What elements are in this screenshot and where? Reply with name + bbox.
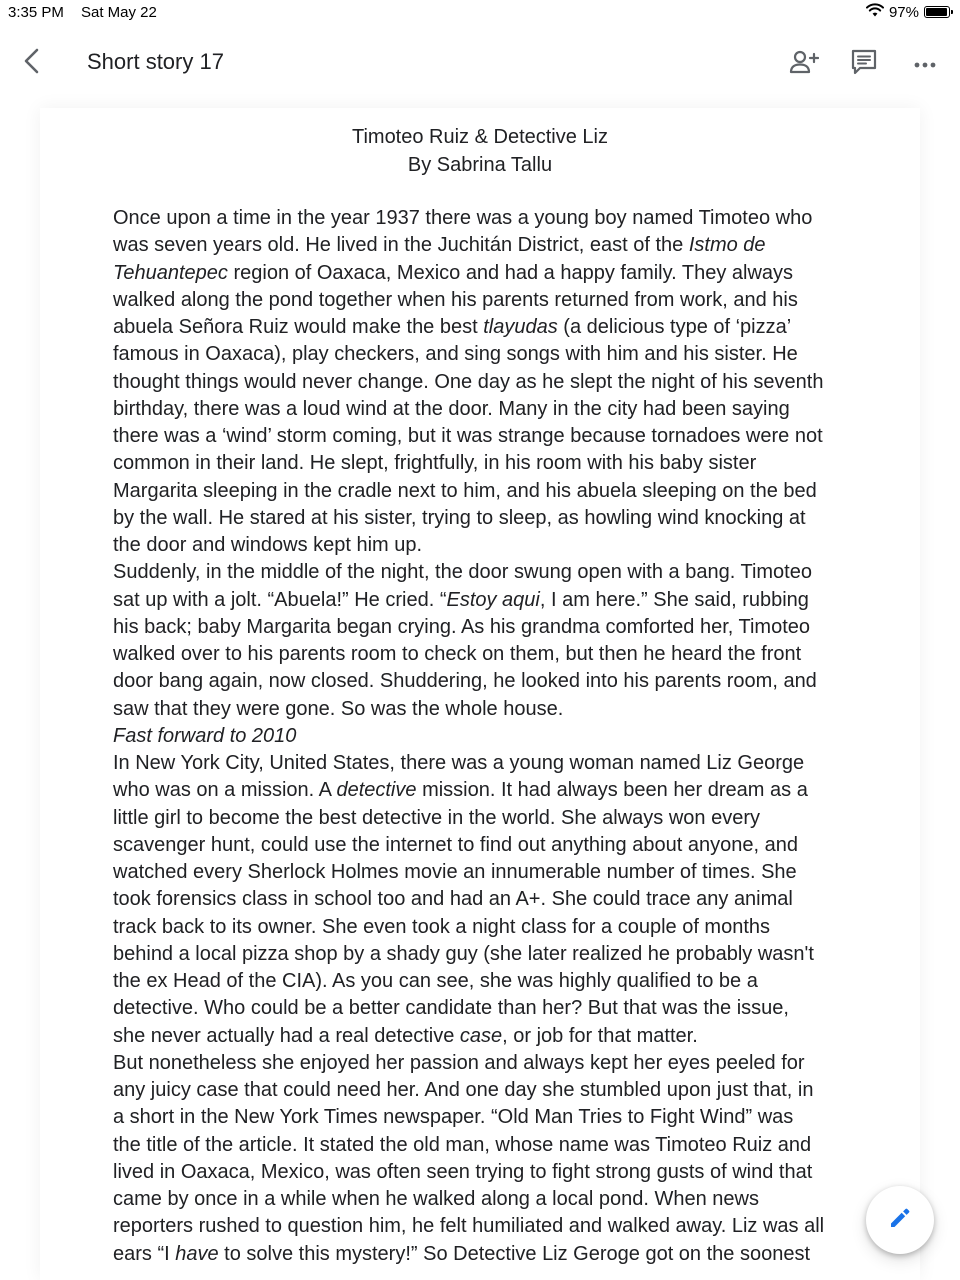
text-line: reporters rushed to question him, he felt humiliated and walked away. Liz was all: [113, 1215, 825, 1238]
italic-text: detective: [336, 779, 417, 802]
more-horizontal-icon: [914, 55, 936, 73]
text-line: famous in Oaxaca), play checkers, and sing songs with him and his sister. He: [113, 343, 798, 366]
text-line: common in their land. He slept, frightfully, in his room with his baby sister: [113, 452, 757, 475]
text-line: who was on a mission. A detective mission. It had always been her dream as a: [113, 779, 808, 802]
italic-text: Estoy aqui: [446, 588, 540, 611]
more-options-button[interactable]: [905, 44, 945, 84]
text-line: took forensics class in school too and had an A+. She could trace any animal: [113, 888, 793, 911]
text-line: ears “I have to solve this mystery!” So Detective Liz Geroge got on the soonest: [113, 1242, 811, 1265]
back-button[interactable]: [14, 46, 48, 80]
pencil-icon: [887, 1205, 913, 1236]
chevron-left-icon: [23, 48, 39, 79]
add-person-icon: [789, 49, 819, 80]
italic-text: Fast forward to 2010: [113, 724, 297, 747]
text-line: watched every Sherlock Holmes movie an innumerable number of times. She: [113, 861, 797, 883]
text-line: she never actually had a real detective case, or job for that matter.: [113, 1024, 698, 1047]
text-line: behind a local pizza shop by a shady guy (she later realized he probably wasn't: [113, 942, 814, 965]
text-line: Margarita sleeping in the cradle next to him, and his abuela sleeping on the bed: [113, 479, 817, 502]
text-line: abuela Señora Ruiz would make the best tlayudas (a delicious type of ‘pizza’: [113, 316, 792, 338]
document-heading: [0, 124, 960, 179]
story-title: Timoteo Ruiz & Detective Liz: [351, 126, 608, 148]
text-line: scavenger hunt, could use the internet to find out anything about anyone, and: [113, 833, 798, 856]
text-line: there was a ‘wind’ storm coming, but it was strange because tornadoes were not: [113, 425, 823, 447]
text-line: any juicy case that could need her. And one day she stumbled upon just that, in: [113, 1079, 814, 1101]
text-line: But nonetheless she enjoyed her passion and always kept her eyes peeled for: [113, 1051, 805, 1074]
text-line: [113, 723, 848, 750]
status-time: 3:35 PM: [8, 4, 64, 21]
text-line: door bang again, now closed. Shuddering, he looked into his parents room, and: [113, 670, 817, 693]
status-bar: [0, 0, 960, 26]
text-line: sat up with a jolt. “Abuela!” He cried. “Estoy aqui, I am here.” She said, rubbing: [113, 588, 809, 611]
text-line: saw that they were gone. So was the whole house.: [113, 697, 564, 720]
text-line: walked along the pond together when his parents returned from work, and his: [113, 288, 798, 311]
wifi-icon: [866, 3, 884, 21]
italic-text: Tehuantepec: [113, 261, 228, 284]
text-line: a short in the New York Times newspaper. “Old Man Tries to Fight Wind” was: [113, 1106, 794, 1129]
italic-text: have: [175, 1242, 219, 1265]
battery-icon: [924, 6, 950, 18]
text-line: Suddenly, in the middle of the night, the door swung open with a bang. Timoteo: [113, 561, 812, 584]
text-line: the ex Head of the CIA). As you can see, she was highly qualified to be a: [113, 970, 758, 992]
text-line: In New York City, United States, there was a young woman named Liz George: [113, 752, 805, 774]
text-line: walked over to his parents room to check on them, but then he heard the front: [113, 643, 802, 665]
edit-fab-button[interactable]: [866, 1186, 934, 1254]
text-line: track back to its owner. She even took a night class for a couple of months: [113, 915, 771, 938]
document-title: Short story 17: [87, 49, 224, 74]
share-button[interactable]: [784, 44, 824, 84]
text-line: Once upon a time in the year 1937 there was a young boy named Timoteo who: [113, 207, 813, 229]
text-line: little girl to become the best detective in the world. She always won every: [113, 806, 760, 829]
comments-button[interactable]: [844, 44, 884, 84]
text-line: was seven years old. He lived in the Juchitán District, east of the Istmo de: [113, 234, 766, 257]
comment-icon: [850, 48, 878, 81]
italic-text: Istmo de: [688, 234, 766, 257]
text-line: Tehuantepec region of Oaxaca, Mexico and had a happy family. They always: [113, 261, 794, 284]
text-line: the door and windows kept him up.: [113, 534, 423, 556]
text-line: detective. Who could be a better candidate than her? But that was the issue,: [113, 997, 789, 1020]
text-line: by the wall. He stared at his sister, trying to sleep, as howling wind knocking at: [113, 506, 806, 529]
status-date: Sat May 22: [81, 4, 157, 21]
text-line: lived in Oaxaca, Mexico, was often seen trying to fight strong gusts of wind that: [113, 1160, 813, 1183]
text-line: came by once in a while when he walked along a local pond. When news: [113, 1188, 759, 1210]
italic-text: tlayudas: [483, 316, 558, 338]
text-line: birthday, there was a loud wind at the door. Many in the city had been saying: [113, 397, 790, 420]
document-body[interactable]: [113, 205, 848, 1268]
text-line: the title of the article. It stated the old man, whose name was Timoteo Ruiz and: [113, 1133, 812, 1156]
italic-text: case: [459, 1024, 503, 1047]
text-line: thought things would never change. One day as he slept the night of his seventh: [113, 370, 824, 393]
status-indicators: [866, 3, 950, 21]
text-line: his back; baby Margarita began crying. As his grandma comforted her, Timoteo: [113, 615, 811, 638]
app-bar: [0, 30, 960, 94]
battery-percent: 97%: [888, 3, 919, 21]
story-byline: By Sabrina Tallu: [407, 153, 553, 176]
